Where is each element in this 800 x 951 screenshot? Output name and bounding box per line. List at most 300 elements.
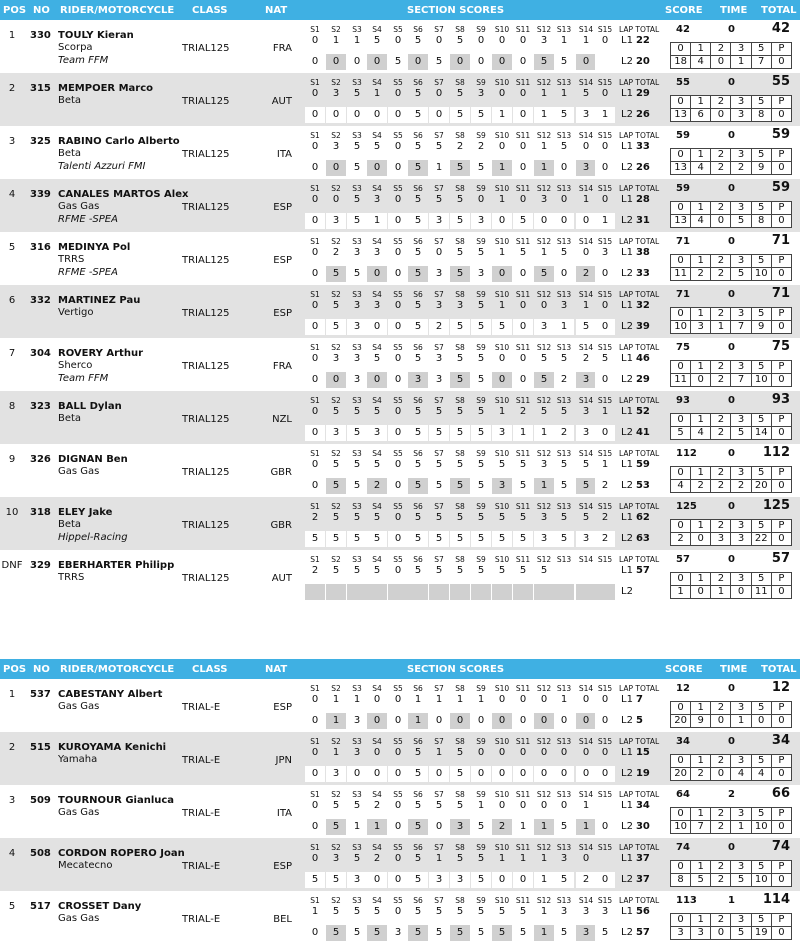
lap1-section-score: 5 — [435, 141, 443, 152]
lap1-section-score: 5 — [435, 459, 443, 470]
section-label: S8 — [455, 737, 465, 746]
lap1-section-score: 2 — [311, 512, 319, 523]
lap1-section-score: 5 — [414, 353, 422, 364]
section-label: S7 — [434, 555, 444, 564]
score-value: 59 — [676, 183, 690, 194]
lap1-section-score: 0 — [394, 512, 402, 523]
grid-label: 0 — [671, 573, 691, 586]
lap2-label: L2 — [621, 927, 633, 938]
grid-count: 0 — [771, 321, 791, 334]
lap1-section-score: 5 — [414, 247, 422, 258]
table-row[interactable] — [0, 444, 800, 497]
rider-name[interactable]: RABINO Carlo Alberto — [58, 136, 180, 147]
lap1-section-score: 0 — [394, 35, 402, 46]
grid-label: 1 — [691, 149, 711, 162]
section-label: S2 — [331, 131, 341, 140]
section-label: S8 — [455, 502, 465, 511]
lap2-section-score: 0 — [326, 107, 346, 123]
header-time[interactable]: TIME — [720, 664, 748, 675]
lap1-label: L1 — [621, 512, 633, 523]
lap1-section-score: 1 — [540, 88, 548, 99]
section-label: S13 — [556, 684, 572, 693]
section-label: S13 — [556, 78, 572, 87]
lap2-section-score: 3 — [576, 107, 596, 123]
header-section-scores[interactable]: SECTION SCORES — [407, 5, 505, 16]
lap2-section-score: 1 — [534, 819, 554, 835]
table-row[interactable] — [0, 785, 800, 838]
section-label: S2 — [331, 843, 341, 852]
header-class[interactable]: CLASS — [192, 5, 228, 16]
motorcycle: Beta — [58, 413, 82, 424]
grid-label: 3 — [731, 702, 751, 715]
grid-label: 1 — [691, 755, 711, 768]
lap1-section-score: 1 — [540, 853, 548, 864]
lap1-section-score: 0 — [560, 194, 568, 205]
section-label: S15 — [597, 555, 613, 564]
lap2-section-score: 0 — [388, 531, 408, 547]
lap1-section-score: 0 — [477, 35, 485, 46]
header-section-scores[interactable]: SECTION SCORES — [407, 664, 505, 675]
rider-number: 304 — [30, 348, 51, 359]
grid-label: 3 — [731, 255, 751, 268]
rider-name[interactable]: MEDINYA Pol — [58, 242, 131, 253]
lap2-section-score: 3 — [347, 872, 367, 888]
lap2-section-score: 5 — [576, 478, 596, 494]
header-pos[interactable]: POS — [3, 5, 27, 16]
header-no[interactable]: NO — [33, 5, 50, 16]
grid-label: 1 — [691, 414, 711, 427]
table-row[interactable] — [0, 838, 800, 891]
lap2-section-score: 0 — [492, 266, 512, 282]
grid-count: 4 — [671, 480, 691, 493]
section-label: S12 — [536, 184, 552, 193]
grid-label: 0 — [671, 43, 691, 56]
lap2-section-score: 5 — [471, 819, 491, 835]
grid-label: 2 — [711, 808, 731, 821]
score-value: 74 — [676, 842, 690, 853]
grid-label: P — [771, 308, 791, 321]
lap2-section-score: 3 — [388, 925, 408, 941]
section-label: S12 — [536, 343, 552, 352]
grid-count: 0 — [771, 215, 791, 228]
lap1-section-score: 1 — [498, 247, 506, 258]
rider-name[interactable]: ELEY Jake — [58, 507, 113, 518]
grid-count: 9 — [751, 162, 771, 175]
lap1-section-score: 0 — [311, 353, 319, 364]
lap1-section-score: 3 — [456, 300, 464, 311]
lap2-section-score: 0 — [595, 425, 615, 441]
lap1-section-score: 0 — [519, 800, 527, 811]
table-row[interactable] — [0, 391, 800, 444]
lap1-section-score: 0 — [601, 300, 609, 311]
total-value: 57 — [771, 551, 790, 566]
lap1-section-score: 5 — [414, 565, 422, 576]
lap-total-label: LAP TOTAL — [619, 896, 660, 905]
lap1-section-score: 5 — [414, 194, 422, 205]
lap2-section-score: 3 — [408, 372, 428, 388]
score-value: 12 — [676, 683, 690, 694]
section-label: S9 — [476, 555, 486, 564]
header-time[interactable]: TIME — [720, 5, 748, 16]
lap2-section-score: 5 — [513, 213, 533, 229]
section-label: S2 — [331, 790, 341, 799]
section-label: S3 — [352, 737, 362, 746]
lap2-section-score: 5 — [595, 925, 615, 941]
lap2-section-score: 5 — [513, 531, 533, 547]
lap2-section-score: 2 — [367, 478, 387, 494]
lap2-total-value: 41 — [635, 427, 650, 438]
section-label: S12 — [536, 131, 552, 140]
section-label: S3 — [352, 25, 362, 34]
grid-label: 1 — [691, 573, 711, 586]
lap1-section-score: 0 — [311, 800, 319, 811]
section-label: S5 — [393, 184, 403, 193]
team-name: RFME -SPEA — [58, 214, 118, 225]
section-label: S1 — [310, 396, 320, 405]
lap1-section-score: 5 — [373, 406, 381, 417]
grid-count: 10 — [671, 821, 691, 834]
rider-name[interactable]: DIGNAN Ben — [58, 454, 128, 465]
section-label: S15 — [597, 237, 613, 246]
header-pos[interactable]: POS — [3, 664, 27, 675]
nationality: FRA — [272, 43, 292, 54]
rider-name[interactable]: CORDON ROPERO Joan — [58, 848, 185, 859]
lap2-section-score: 5 — [367, 925, 387, 941]
lap2-section-score: 5 — [408, 819, 428, 835]
lap2-section-score: 3 — [429, 872, 449, 888]
lap2-section-score: 5 — [471, 872, 491, 888]
lap2-total — [621, 268, 650, 279]
lap2-total — [621, 162, 650, 173]
lap2-section-score: 5 — [534, 54, 554, 70]
table-row[interactable] — [0, 732, 800, 785]
grid-label: 2 — [711, 149, 731, 162]
lap2-section-score: 5 — [554, 478, 574, 494]
section-label: S2 — [331, 896, 341, 905]
lap1-section-score: 5 — [560, 512, 568, 523]
score-count-grid — [670, 307, 792, 334]
lap2-section-score — [513, 584, 533, 600]
lap1-section-score: 0 — [540, 300, 548, 311]
section-label: S11 — [515, 343, 531, 352]
section-label: S14 — [578, 290, 594, 299]
section-label: S14 — [578, 555, 594, 564]
section-label: S4 — [372, 396, 382, 405]
table-row[interactable] — [0, 126, 800, 179]
lap1-section-score: 1 — [560, 88, 568, 99]
section-label: S10 — [494, 449, 510, 458]
lap1-section-score: 0 — [311, 406, 319, 417]
section-label: S4 — [372, 843, 382, 852]
section-label: S4 — [372, 449, 382, 458]
lap1-section-score: 5 — [519, 906, 527, 917]
grid-count: 0 — [771, 109, 791, 122]
lap2-section-score: 1 — [534, 160, 554, 176]
lap2-section-score: 0 — [326, 54, 346, 70]
table-row[interactable] — [0, 20, 800, 73]
grid-count: 0 — [691, 586, 711, 599]
rider-name[interactable]: BALL Dylan — [58, 401, 122, 412]
lap2-section-score: 0 — [326, 160, 346, 176]
lap2-total-value: 5 — [635, 715, 643, 726]
rider-name[interactable]: TOULY Kieran — [58, 30, 134, 41]
lap1-total — [621, 906, 650, 917]
table-row[interactable] — [0, 891, 800, 944]
lap2-section-score: 0 — [513, 372, 533, 388]
lap1-total-value: 46 — [635, 353, 650, 364]
grid-label: P — [771, 361, 791, 374]
lap1-section-score: 5 — [332, 512, 340, 523]
lap1-section-score: 1 — [477, 800, 485, 811]
table-row[interactable] — [0, 232, 800, 285]
header-nat[interactable]: NAT — [265, 5, 288, 16]
lap1-total — [621, 194, 650, 205]
table-row[interactable] — [0, 338, 800, 391]
lap1-total-value: 37 — [635, 853, 650, 864]
header-score[interactable]: SCORE — [665, 5, 703, 16]
nationality: FRA — [272, 361, 292, 372]
rider-name[interactable]: MEMPOER Marco — [58, 83, 154, 94]
lap2-section-score: 3 — [492, 425, 512, 441]
lap-total-label: LAP TOTAL — [619, 843, 660, 852]
grid-count: 19 — [751, 927, 771, 940]
lap2-section-score — [326, 584, 346, 600]
lap2-total — [621, 586, 636, 597]
lap1-section-score: 3 — [601, 247, 609, 258]
grid-label: 1 — [691, 361, 711, 374]
section-label: S14 — [578, 502, 594, 511]
section-label: S1 — [310, 290, 320, 299]
lap1-section-score: 5 — [456, 512, 464, 523]
lap1-section-score: 5 — [456, 747, 464, 758]
header-rider[interactable]: RIDER/MOTORCYCLE — [60, 5, 175, 16]
lap1-section-score: 0 — [498, 141, 506, 152]
lap1-section-score: 5 — [560, 141, 568, 152]
rider-name[interactable]: CROSSET Dany — [58, 901, 142, 912]
grid-count: 0 — [771, 480, 791, 493]
lap1-label: L1 — [621, 800, 633, 811]
time-value: 0 — [728, 501, 735, 512]
header-nat[interactable]: NAT — [265, 664, 288, 675]
section-label: S8 — [455, 896, 465, 905]
section-label: S6 — [413, 25, 423, 34]
grid-count: 13 — [671, 109, 691, 122]
grid-label: P — [771, 573, 791, 586]
grid-count: 0 — [731, 586, 751, 599]
lap1-section-score: 5 — [601, 353, 609, 364]
lap2-label: L2 — [621, 109, 633, 120]
lap1-section-score: 0 — [519, 194, 527, 205]
nationality: ESP — [273, 861, 292, 872]
lap2-section-score: 3 — [492, 478, 512, 494]
section-label: S14 — [578, 131, 594, 140]
lap1-section-score: 1 — [332, 694, 340, 705]
lap1-section-score: 0 — [498, 88, 506, 99]
score-value: 34 — [676, 736, 690, 747]
grid-count: 0 — [691, 374, 711, 387]
lap1-section-score: 3 — [540, 194, 548, 205]
section-label: S9 — [476, 184, 486, 193]
table-row[interactable] — [0, 73, 800, 126]
section-label: S8 — [455, 396, 465, 405]
lap1-label: L1 — [621, 565, 633, 576]
table-row[interactable] — [0, 550, 800, 603]
table-row[interactable] — [0, 679, 800, 732]
lap2-section-score: 0 — [367, 766, 387, 782]
section-label: S9 — [476, 343, 486, 352]
grid-label: 1 — [691, 467, 711, 480]
header-rider[interactable]: RIDER/MOTORCYCLE — [60, 664, 175, 675]
lap1-section-score: 5 — [435, 406, 443, 417]
lap1-label: L1 — [621, 88, 633, 99]
lap1-section-score: 0 — [311, 141, 319, 152]
lap2-section-score: 0 — [471, 54, 491, 70]
section-label: S12 — [536, 790, 552, 799]
lap2-total — [621, 874, 650, 885]
header-total[interactable]: TOTAL — [761, 664, 797, 675]
lap2-section-score: 5 — [513, 478, 533, 494]
lap2-section-score: 0 — [450, 54, 470, 70]
section-label: S4 — [372, 896, 382, 905]
lap2-label: L2 — [621, 427, 633, 438]
lap2-section-score: 5 — [450, 372, 470, 388]
rider-name[interactable]: KUROYAMA Kenichi — [58, 742, 167, 753]
lap2-section-score: 0 — [367, 54, 387, 70]
lap2-section-score — [595, 584, 615, 600]
rider-name[interactable]: MARTINEZ Pau — [58, 295, 141, 306]
section-label: S2 — [331, 343, 341, 352]
grid-label: 3 — [731, 414, 751, 427]
section-label: S10 — [494, 790, 510, 799]
grid-label: 5 — [751, 702, 771, 715]
section-label: S7 — [434, 790, 444, 799]
lap1-section-score: 0 — [498, 800, 506, 811]
lap2-section-score — [595, 54, 615, 70]
lap2-section-score: 5 — [450, 319, 470, 335]
nationality: GBR — [270, 520, 292, 531]
grid-label: 0 — [671, 361, 691, 374]
lap2-section-score: 1 — [326, 713, 346, 729]
section-label: S2 — [331, 555, 341, 564]
lap1-total — [621, 300, 650, 311]
lap1-section-score: 5 — [414, 747, 422, 758]
section-label: S4 — [372, 78, 382, 87]
lap1-section-score: 5 — [435, 512, 443, 523]
section-label: S2 — [331, 78, 341, 87]
grid-count: 2 — [691, 768, 711, 781]
nationality: ESP — [273, 702, 292, 713]
lap1-section-score: 0 — [311, 247, 319, 258]
lap2-section-score: 0 — [388, 766, 408, 782]
lap1-section-score: 3 — [373, 247, 381, 258]
lap2-section-score: 0 — [554, 766, 574, 782]
rider-name[interactable]: CANALES MARTOS Alex — [58, 189, 189, 200]
grid-label: P — [771, 255, 791, 268]
total-value: 66 — [771, 786, 790, 801]
section-label: S9 — [476, 78, 486, 87]
section-label: S9 — [476, 131, 486, 140]
lap1-section-score: 0 — [601, 694, 609, 705]
lap2-section-score: 5 — [408, 478, 428, 494]
lap1-section-score: 1 — [540, 906, 548, 917]
section-label: S14 — [578, 25, 594, 34]
header-total[interactable]: TOTAL — [761, 5, 797, 16]
lap1-section-score: 5 — [560, 406, 568, 417]
lap1-section-score: 5 — [414, 459, 422, 470]
lap2-section-score: 5 — [347, 925, 367, 941]
lap1-section-score: 5 — [332, 406, 340, 417]
class: TRIAL125 — [182, 308, 230, 319]
time-value: 0 — [728, 342, 735, 353]
section-label: S10 — [494, 396, 510, 405]
lap2-total-value: 19 — [635, 768, 650, 779]
section-label: S12 — [536, 449, 552, 458]
lap2-label: L2 — [621, 821, 633, 832]
section-label: S6 — [413, 896, 423, 905]
section-label: S4 — [372, 790, 382, 799]
lap2-section-score: 0 — [534, 213, 554, 229]
section-label: S13 — [556, 131, 572, 140]
header-class[interactable]: CLASS — [192, 664, 228, 675]
lap2-section-score: 0 — [429, 713, 449, 729]
score-count-grid — [670, 466, 792, 493]
grid-label: 1 — [691, 808, 711, 821]
lap2-section-score: 0 — [554, 160, 574, 176]
grid-label: 0 — [671, 914, 691, 927]
lap-total-label: LAP TOTAL — [619, 555, 660, 564]
lap1-section-score: 3 — [540, 35, 548, 46]
lap2-section-score: 5 — [408, 425, 428, 441]
grid-count: 4 — [691, 162, 711, 175]
lap2-section-score — [408, 584, 428, 600]
time-value: 0 — [728, 183, 735, 194]
section-label: S13 — [556, 843, 572, 852]
grid-label: P — [771, 702, 791, 715]
rider-name[interactable]: CABESTANY Albert — [58, 689, 163, 700]
section-label: S11 — [515, 737, 531, 746]
section-label: S15 — [597, 737, 613, 746]
section-label: S14 — [578, 790, 594, 799]
table-row[interactable] — [0, 179, 800, 232]
section-label: S10 — [494, 131, 510, 140]
lap1-section-score: 3 — [353, 247, 361, 258]
lap1-section-score: 5 — [519, 565, 527, 576]
section-label: S14 — [578, 396, 594, 405]
header-no[interactable]: NO — [33, 664, 50, 675]
lap1-section-score: 1 — [414, 694, 422, 705]
lap2-section-score: 1 — [408, 713, 428, 729]
rider-name[interactable]: TOURNOUR Gianluca — [58, 795, 175, 806]
grid-count: 0 — [711, 215, 731, 228]
table-row[interactable] — [0, 497, 800, 550]
lap2-section-score: 5 — [408, 266, 428, 282]
grid-count: 4 — [691, 56, 711, 69]
rider-name[interactable]: ROVERY Arthur — [58, 348, 143, 359]
rider-name[interactable]: EBERHARTER Philipp — [58, 560, 175, 571]
grid-count: 2 — [691, 480, 711, 493]
header-score[interactable]: SCORE — [665, 664, 703, 675]
lap2-label: L2 — [621, 162, 633, 173]
section-label: S10 — [494, 290, 510, 299]
table-row[interactable] — [0, 285, 800, 338]
lap2-section-score: 5 — [326, 872, 346, 888]
grid-count: 11 — [671, 268, 691, 281]
lap1-section-score: 0 — [519, 88, 527, 99]
section-label: S10 — [494, 343, 510, 352]
grid-label: P — [771, 467, 791, 480]
grid-label: 3 — [731, 573, 751, 586]
lap2-total — [621, 533, 650, 544]
